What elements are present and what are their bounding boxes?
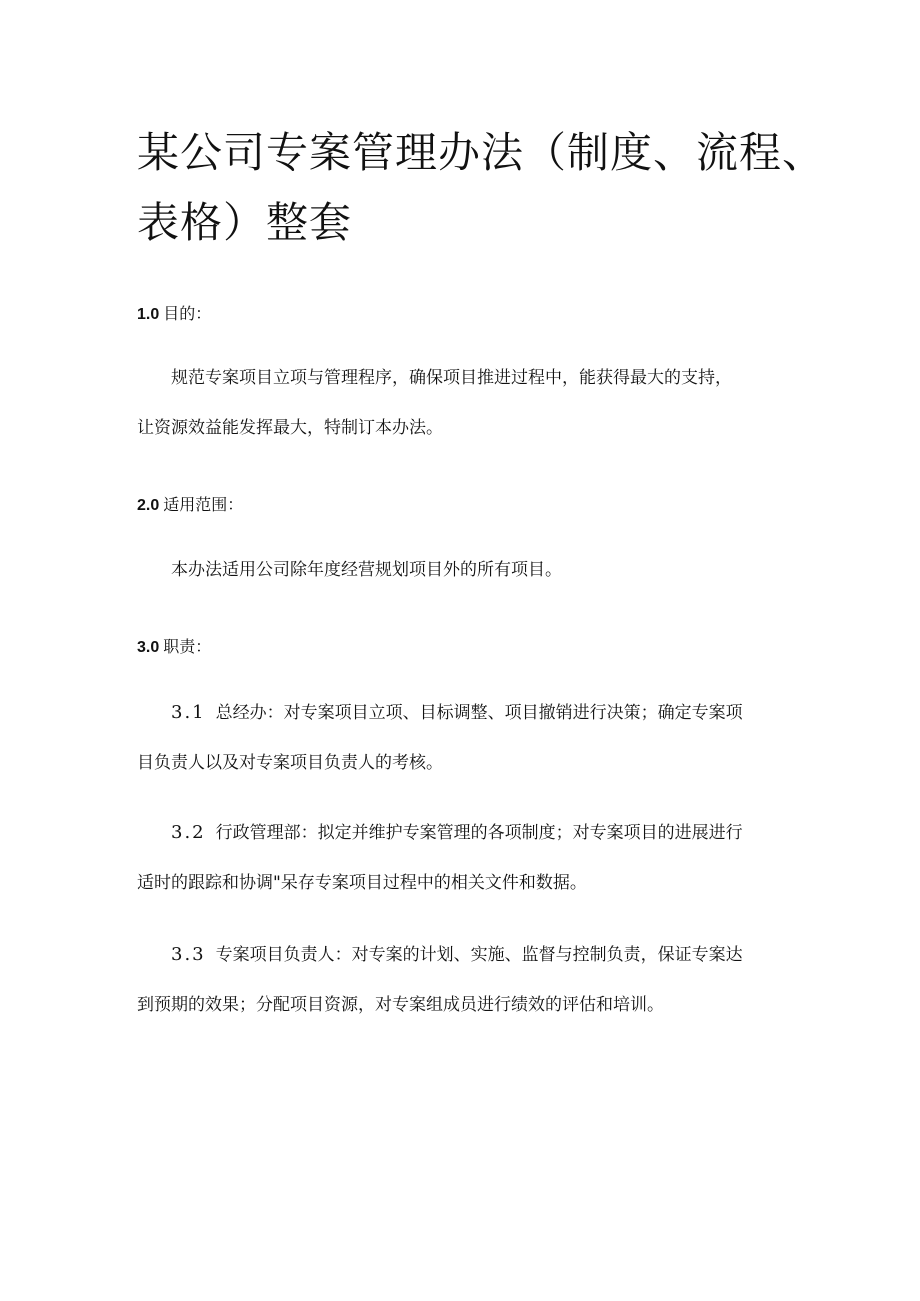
duty-line: [137, 930, 797, 980]
section-heading-purpose: [137, 302, 211, 327]
duty-number: 3.1: [171, 702, 206, 723]
section-heading-scope: [137, 493, 243, 518]
document-title: [137, 118, 826, 258]
duty-item-3-2: [137, 808, 797, 908]
section-number: 2.0: [137, 497, 160, 514]
duty-line: 适时的跟踪和协调"呆存专案项目过程中的相关文件和数据。: [137, 873, 587, 893]
title-line-2: 表格）整套: [137, 198, 353, 247]
duty-text: 行政管理部：拟定并维护专案管理的各项制度；对专案项目的进展进行: [215, 823, 743, 843]
section-label: 目的：: [163, 304, 212, 323]
duty-line: [137, 688, 797, 738]
duty-line: [137, 808, 797, 858]
section-body-purpose: [137, 353, 797, 453]
duty-line: 到预期的效果；分配项目资源，对专案组成员进行绩效的评估和培训。: [137, 995, 664, 1015]
paragraph-line: 规范专案项目立项与管理程序，确保项目推进过程中，能获得最大的支持，: [171, 368, 732, 388]
duty-text: 专案项目负责人：对专案的计划、实施、监督与控制负责，保证专案达: [215, 945, 743, 965]
section-heading-duties: [137, 635, 211, 660]
duty-number: 3.3: [171, 944, 206, 965]
duty-text: 总经办：对专案项目立项、目标调整、项目撤销进行决策；确定专案项: [215, 703, 743, 723]
duty-item-3-3: [137, 930, 797, 1030]
section-label: 适用范围：: [163, 495, 244, 514]
title-line-1: 某公司专案管理办法（制度、流程、: [137, 128, 826, 177]
duty-item-3-1: [137, 688, 797, 788]
section-number: 3.0: [137, 639, 160, 656]
section-label: 职责：: [163, 637, 212, 656]
duty-line: 目负责人以及对专案项目负责人的考核。: [137, 753, 443, 773]
duty-number: 3.2: [171, 822, 206, 843]
section-body-scope: [137, 545, 797, 595]
section-number: 1.0: [137, 306, 160, 323]
paragraph-line: 让资源效益能发挥最大，特制订本办法。: [137, 418, 443, 438]
paragraph-line: 本办法适用公司除年度经营规划项目外的所有项目。: [171, 560, 562, 580]
